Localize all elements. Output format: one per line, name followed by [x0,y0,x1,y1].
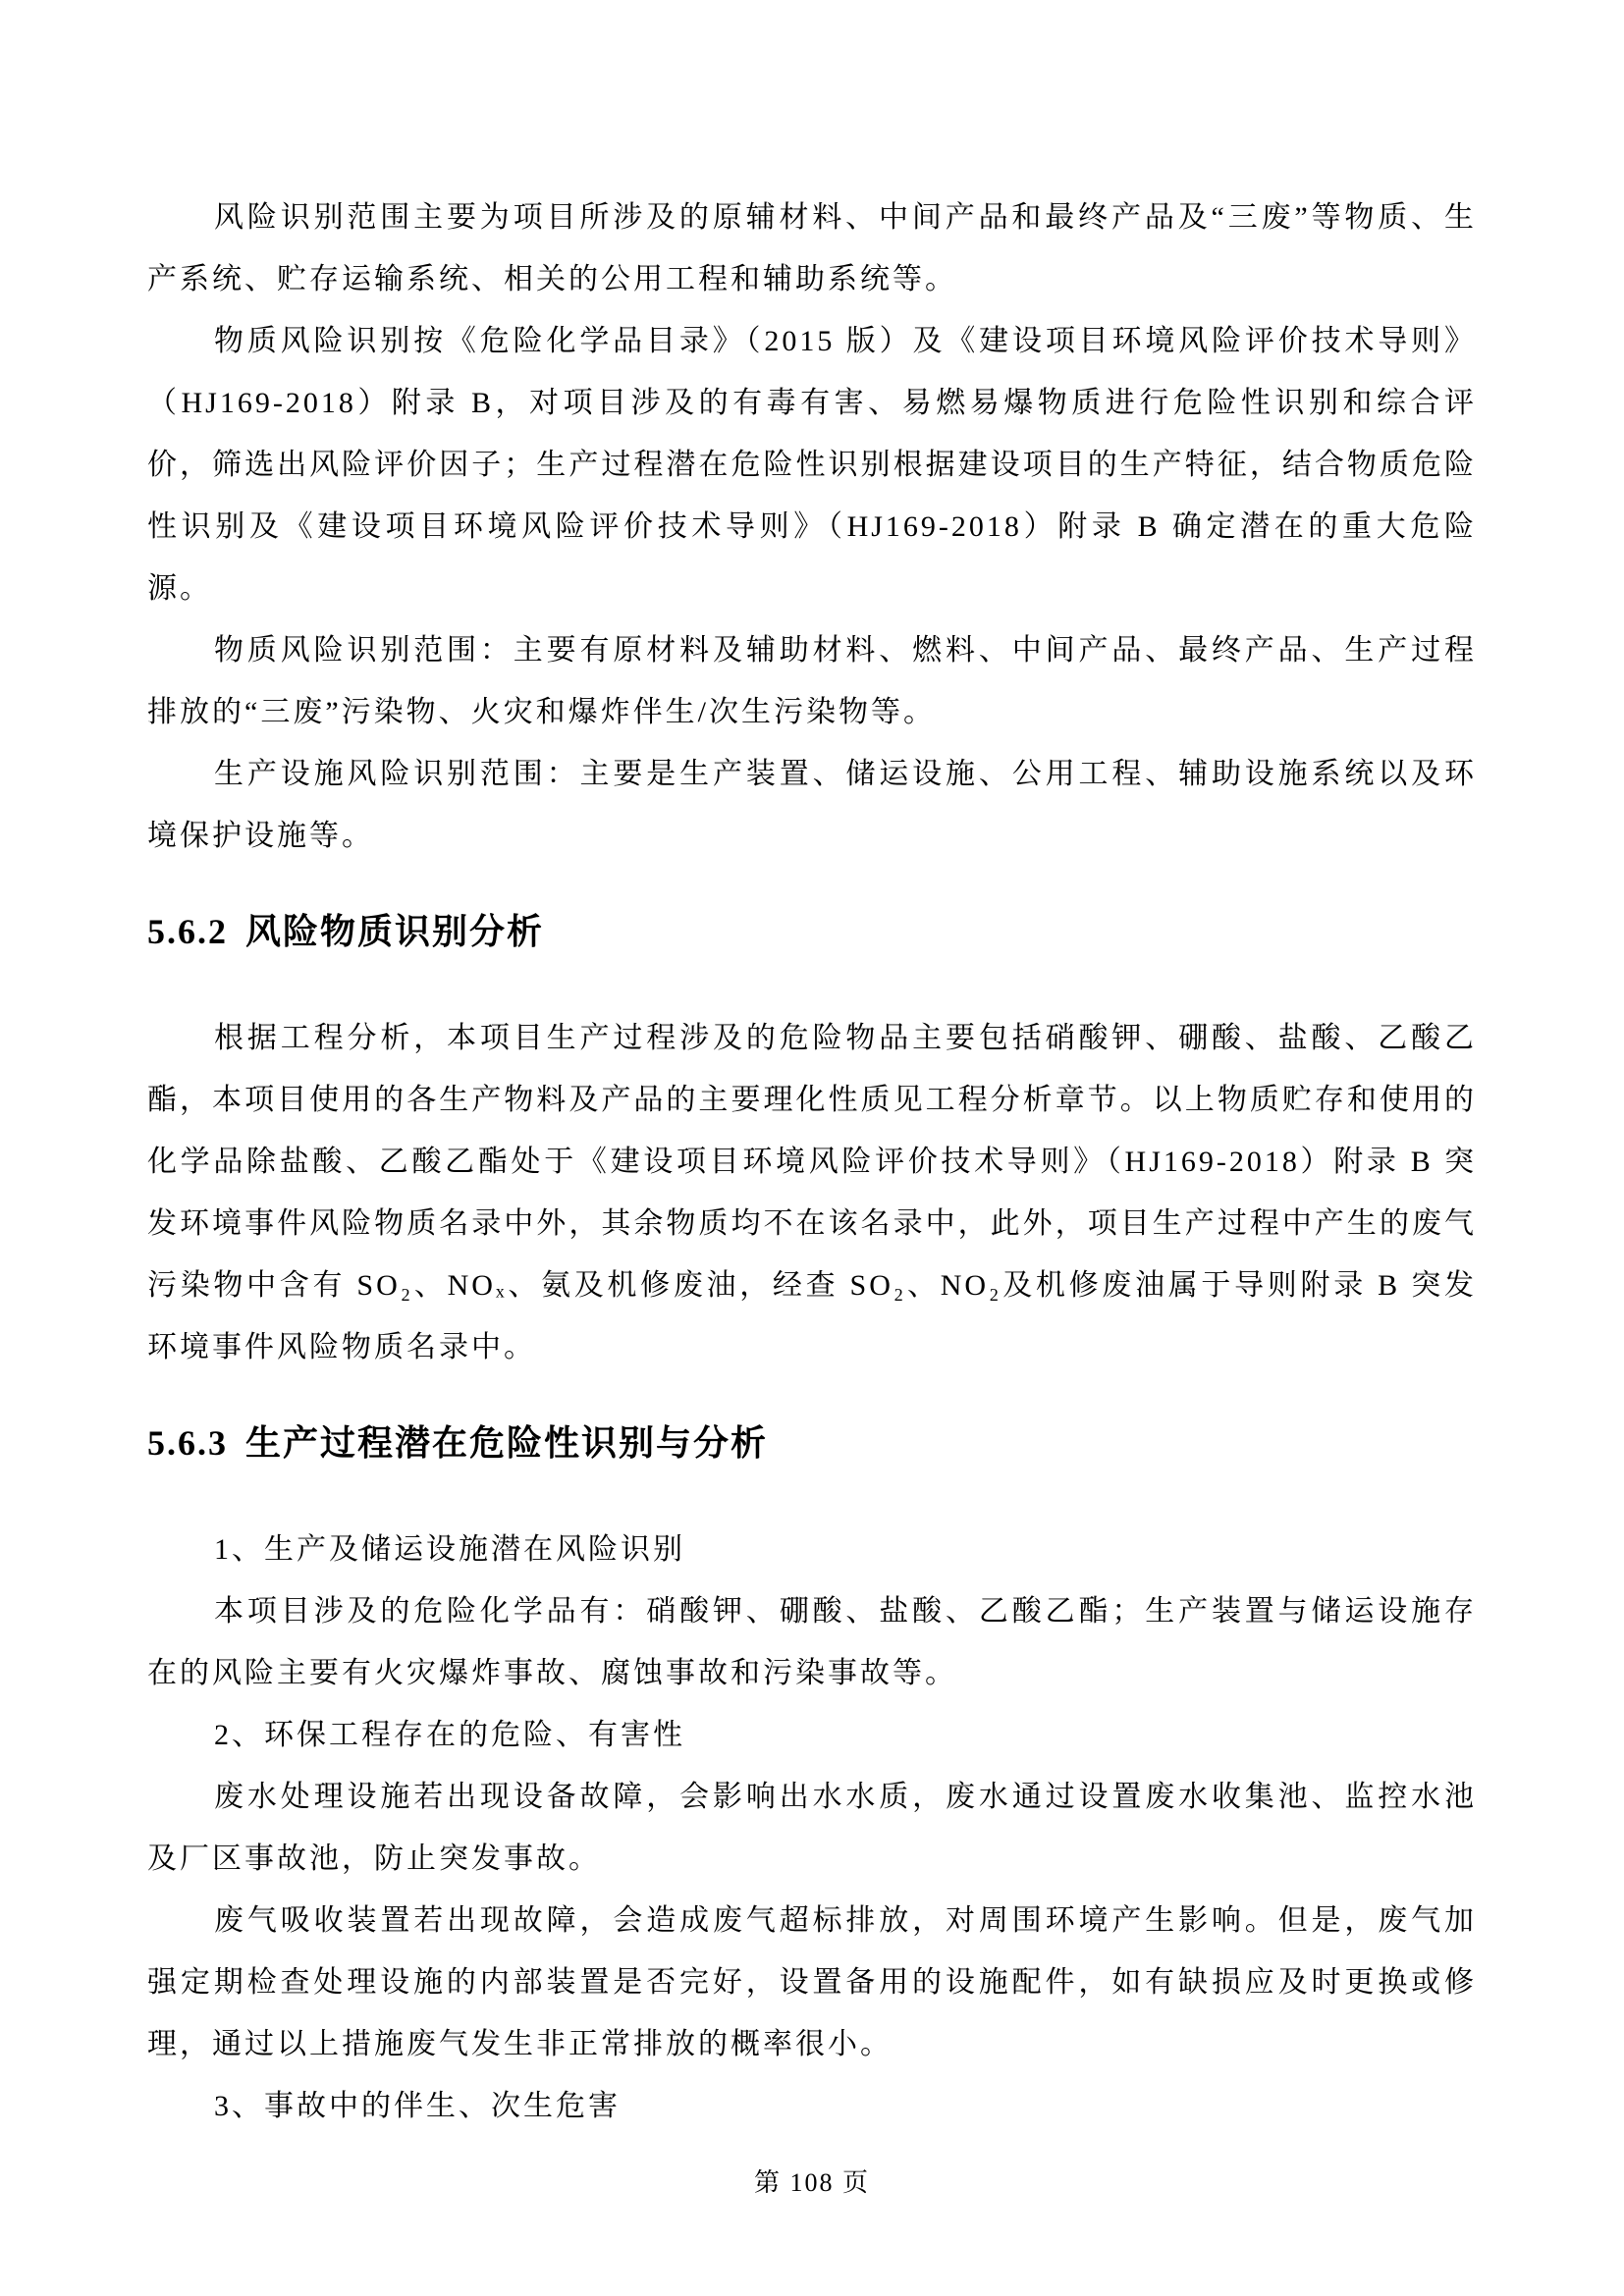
paragraph-risk-substance-analysis: 根据工程分析，本项目生产过程涉及的危险物品主要包括硝酸钾、硼酸、盐酸、乙酸乙酯，本项目使用的各生产物料及产品的主要理化性质见工程分析章节。以上物质贮存和使用的化学品除盐酸、乙酸乙酯处于《建设项目环境风险评价技术导则》（HJ169-2018）附录 B 突发环境事件风险物质名录中外，其余物质均不在该名录中，此外，项目生产过程中产生的废气污染物中含有 SO₂、NOₓ、氨及机修废油，经查 SO₂、NO₂及机修废油属于导则附录 B 突发环境事件风险物质名录中。 [147,1022,1477,1363]
paragraph-substance-risk-range: 物质风险识别范围：主要有原材料及辅助材料、燃料、中间产品、最终产品、生产过程排放的“三废”污染物、火灾和爆炸伴生/次生污染物等。 [147,634,1477,728]
section-number: 5.6.2 [147,912,228,951]
list-item-2-environmental-engineering-risk: 2、环保工程存在的危险、有害性 [214,1719,685,1751]
paragraph-facility-risk-range: 生产设施风险识别范围：主要是生产装置、储运设施、公用工程、辅助设施系统以及环境保护设施等。 [147,758,1477,852]
paragraph-waste-gas-facility-risk: 废气吸收装置若出现故障，会造成废气超标排放，对周围环境产生影响。但是，废气加强定期检查处理设施的内部装置是否完好，设置备用的设施配件，如有缺损应及时更换或修理，通过以上措施废气发生非正常排放的概率很小。 [147,1904,1477,2060]
document-body [147,187,1477,2137]
page-footer [0,2163,1624,2203]
paragraph-substance-risk-method: 物质风险识别按《危险化学品目录》（2015 版）及《建设项目环境风险评价技术导则》（HJ169-2018）附录 B，对项目涉及的有毒有害、易燃易爆物质进行危险性识别和综合评价，筛选出风险评价因子；生产过程潜在危险性识别根据建设项目的生产特征，结合物质危险性识别及《建设项目环境风险评价技术导则》（HJ169-2018）附录 B 确定潜在的重大危险源。 [147,325,1477,605]
list-item-1-production-storage-risk: 1、生产及储运设施潜在风险识别 [214,1533,685,1566]
section-title: 风险物质识别分析 [245,912,545,951]
list-item-3-secondary-hazards: 3、事故中的伴生、次生危害 [214,2090,621,2122]
section-number: 5.6.3 [147,1423,228,1463]
section-heading-5-6-2 [147,896,1477,968]
paragraph-wastewater-facility-risk: 废水处理设施若出现设备故障，会影响出水水质，废水通过设置废水收集池、监控水池及厂区事故池，防止突发事故。 [147,1781,1477,1875]
section-title: 生产过程潜在危险性识别与分析 [245,1423,769,1463]
section-heading-5-6-3 [147,1408,1477,1479]
paragraph-hazardous-chemicals: 本项目涉及的危险化学品有：硝酸钾、硼酸、盐酸、乙酸乙酯；生产装置与储运设施存在的风险主要有火灾爆炸事故、腐蚀事故和污染事故等。 [147,1595,1477,1689]
paragraph-risk-identification-scope: 风险识别范围主要为项目所涉及的原辅材料、中间产品和最终产品及“三废”等物质、生产系统、贮存运输系统、相关的公用工程和辅助系统等。 [147,201,1477,295]
page-number: 第 108 页 [753,2168,870,2197]
